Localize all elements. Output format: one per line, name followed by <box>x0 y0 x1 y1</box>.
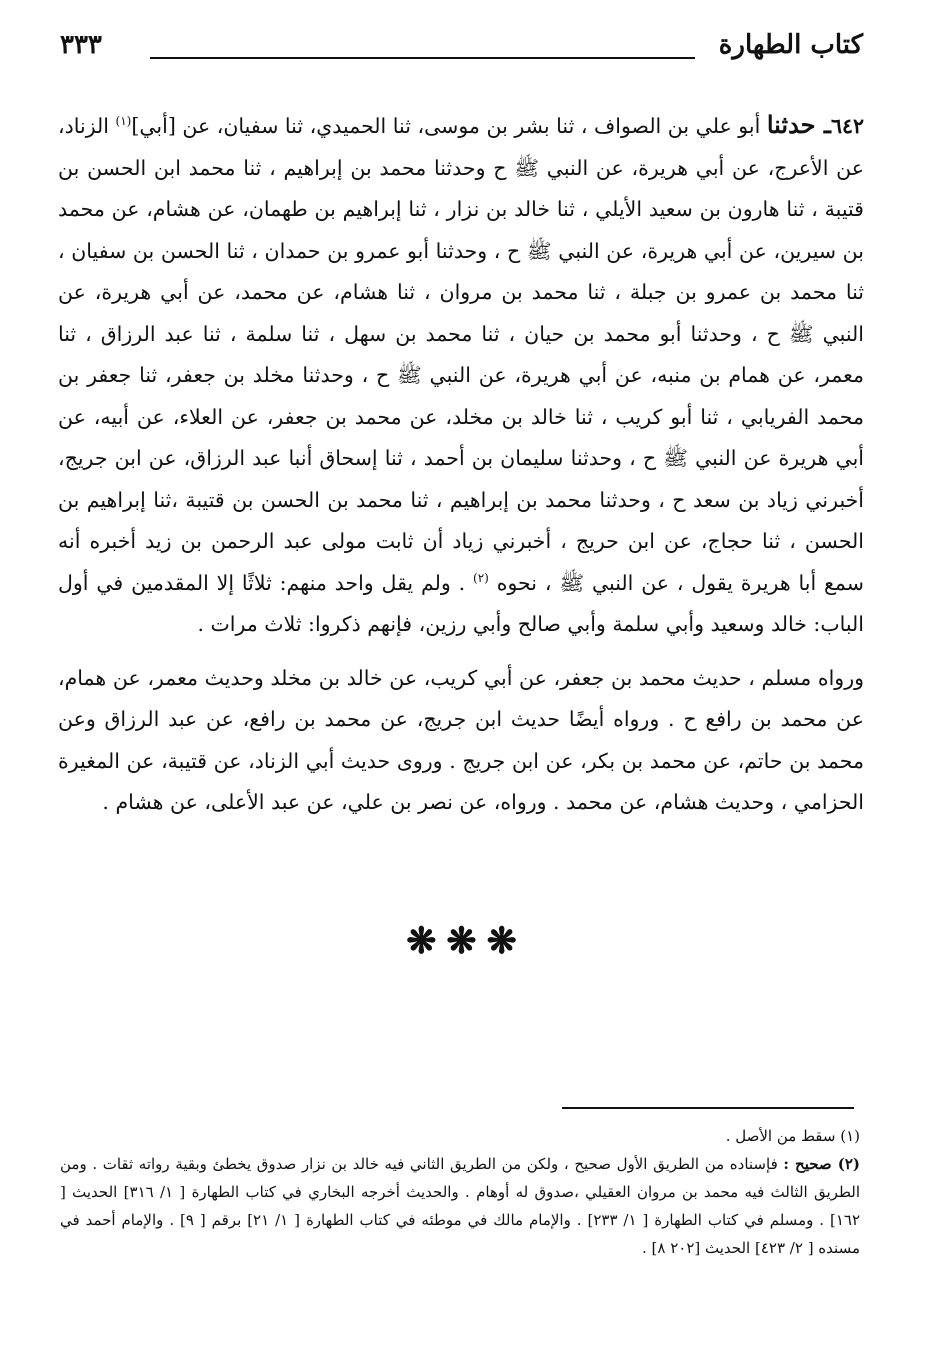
hadith-text-c: . ولم يقل واحد منهم: ثلاثًا إلا المقدمين في أول الباب: خالد وسعيد وأبي سلمة وأبي صالح وأبي رزين، فإنهم ذكروا: ثلاث مرات . <box>58 570 864 636</box>
hadith-paragraph <box>58 104 864 646</box>
footnote-2-label: (٢) صحيح : <box>783 1155 860 1173</box>
footnote-1: (١) سقط من الأصل . <box>725 1127 860 1145</box>
hadith-number: ٦٤٢ <box>830 114 864 138</box>
hadith-text-b: الزناد، عن الأعرج، عن أبي هريرة، عن النبي ﷺ ح وحدثنا محمد بن إبراهيم ، ثنا محمد ابن الحسن بن قتيبة ، ثنا هارون بن سعيد الأيلي ، ثنا خالد بن نزار ، ثنا إبراهيم بن طهمان، عن هشام، عن محمد بن سيرين، عن أبي هريرة، عن النبي ﷺ ح ، وحدثنا أبو عمرو بن حمدان ، ثنا الحسن بن سفيان ، ثنا محمد بن عمرو بن جبلة ، ثنا محمد بن مروان ، ثنا هشام، عن محمد، عن أبي هريرة، عن النبي ﷺ ح ، وحدثنا أبو محمد بن حيان ، ثنا محمد بن سهل ، ثنا سلمة ، ثنا عبد الرزاق ، ثنا معمر، عن همام بن منبه، عن أبي هريرة، عن النبي ﷺ ح ، وحدثنا مخلد بن جعفر، ثنا جعفر بن محمد الفريابي ، ثنا أبو كريب ، ثنا خالد بن مخلد، عن محمد بن جعفر، عن العلاء، عن أبيه، عن أبي هريرة عن النبي ﷺ ح ، وحدثنا سليمان بن أحمد ، ثنا إسحاق أنبا عبد الرزاق، عن ابن جريج، أخبرني زياد بن سعد ح ، وحدثنا محمد بن إبراهيم ، ثنا محمد بن الحسن بن قتيبة ،ثنا إبراهيم بن الحسن ، ثنا حجاج، عن ابن حريج ، أخبرني زياد أن ثابت مولى عبد الرحمن بن زيد أخبره أنه سمع أبا هريرة يقول ، عن النبي ﷺ ، نحوه <box>58 114 864 595</box>
hadith-text-a: أبو علي بن الصواف ، ثنا بشر بن موسى، ثنا الحميدي، ثنا سفيان، عن [أبي] <box>131 114 761 138</box>
footnotes <box>60 1122 860 1262</box>
chapter-title: كتاب الطهارة <box>718 30 863 60</box>
header-rule <box>150 57 695 59</box>
footnote-2-text: فإسناده من الطريق الأول صحيح ، ولكن من الطريق الثاني فيه خالد بن نزار صدوق يخطئ وبقية رواته ثقات . ومن الطريق الثالث فيه محمد بن مروان العقيلي ،صدوق له أوهام . والحديث أخرجه البخاري في كتاب الطهارة [ ١/ ٣١٦] الحديث [ ١٦٢] . ومسلم في كتاب الطهارة [ ١/ ٢٣٣] . والإمام مالك في موطئه في كتاب الطهارة [ ١/ ٢١] برقم [ ٩] . والإمام أحمد في مسنده [ ٢/ ٤٢٣] الحديث [٢٠٢ ٨] . <box>60 1155 861 1257</box>
footnote-rule <box>562 1107 854 1109</box>
footnote-ref-1[interactable]: (١) <box>115 114 132 129</box>
main-text <box>58 104 864 824</box>
page-number: ٣٣٣ <box>60 30 102 60</box>
hadith-lead: ـ حدثنا <box>766 110 831 139</box>
footnote-2 <box>60 1150 860 1262</box>
footnote-ref-2[interactable]: (٢) <box>473 570 489 585</box>
section-divider: ❋❋❋ <box>406 920 527 962</box>
narration-paragraph: ورواه مسلم ، حديث محمد بن جعفر، عن أبي كريب، عن خالد بن مخلد وحديث معمر، عن همام، عن محمد بن رافع ح . ورواه أيضًا حديث ابن جريج، عن محمد بن رافع، عن عبد الرزاق وعن محمد بن حاتم، عن محمد بن بكر، عن ابن جريج . وروى حديث أبي الزناد، عن قتيبة، عن المغيرة الحزامي ، وحديث هشام، عن محمد . ورواه، عن نصر بن علي، عن عبد الأعلى، عن هشام . <box>58 665 864 814</box>
page-header <box>60 30 863 78</box>
